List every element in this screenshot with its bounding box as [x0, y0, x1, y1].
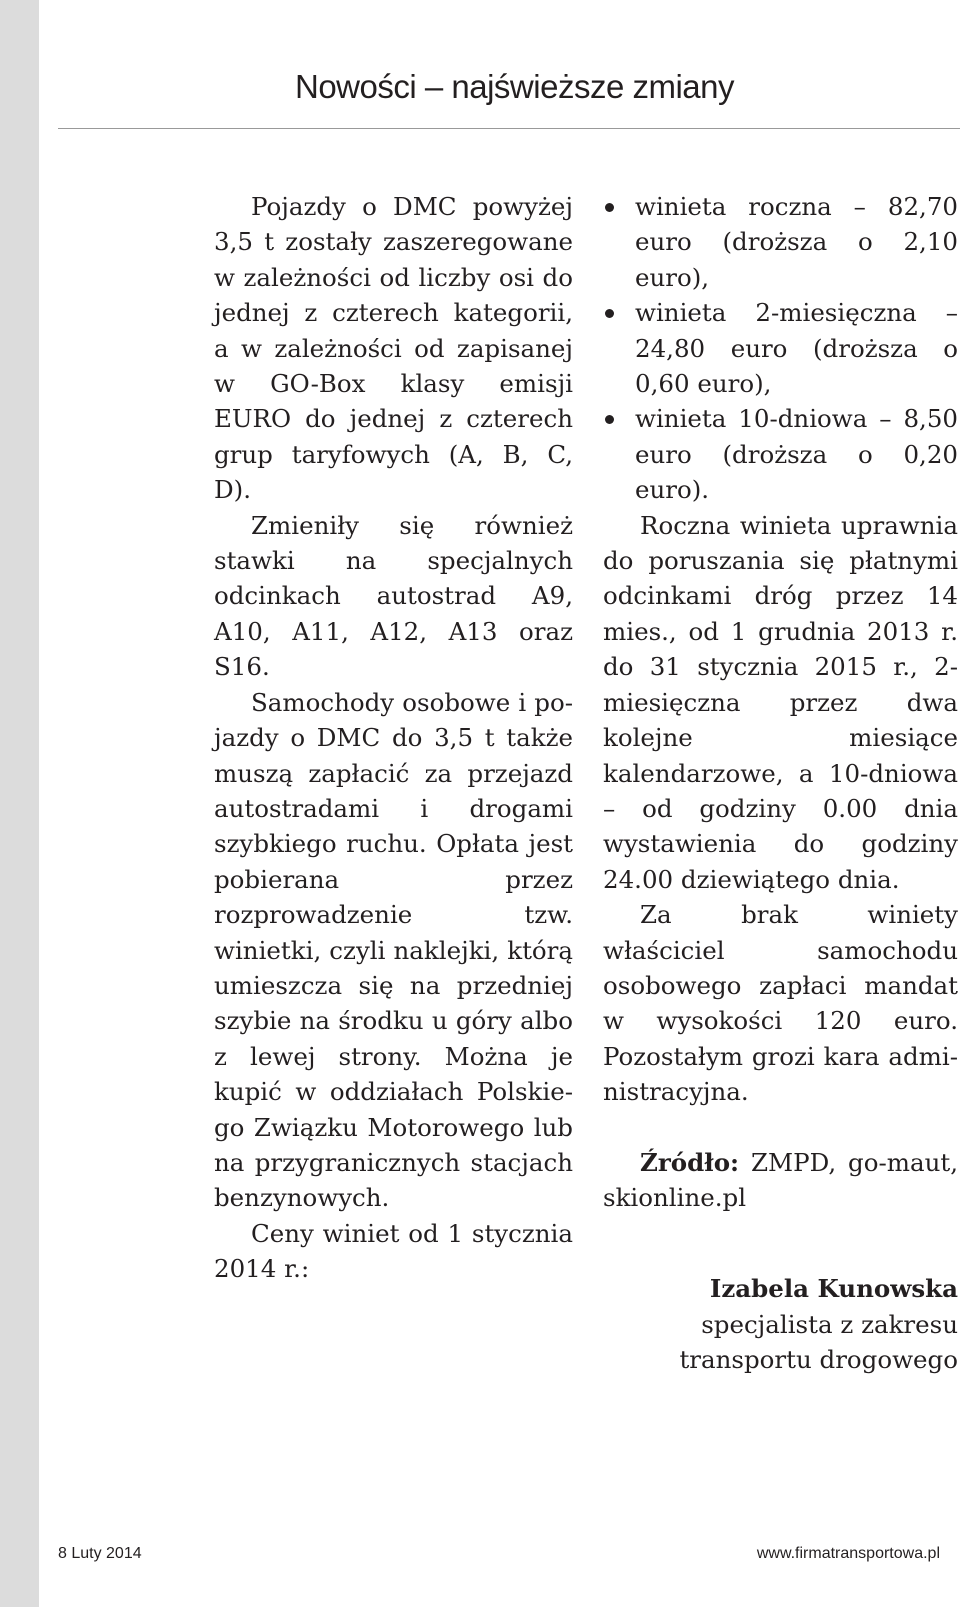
page-number-date: 8 Luty 2014 — [58, 1545, 142, 1562]
section-title: Nowości – najświeższe zmiany — [295, 68, 734, 105]
list-item: winieta 2-miesięczna – 24,80 euro (droższa o 0,60 euro), — [603, 295, 958, 401]
author-name: Izabela Kunowska — [709, 1274, 958, 1304]
list-item: winieta 10-dniowa – 8,50 euro (droższa o 0,20 euro). — [603, 401, 958, 507]
author-role-line2: transportu drogowego — [679, 1345, 958, 1375]
paragraph-special-sections: Zmieniły się również stawki na specjalnych odcinkach autostrad A9, A10, A11, A12, A13 oraz S16. — [214, 510, 573, 682]
paragraph-vehicle-categories: Pojazdy o DMC powyżej 3,5 t zostały zaszeregowane w zależności od liczby osi do jednej z czterech kategorii, a w zależności od zapisanej w GO-Box klasy emisji EURO do jednej z czterech grup taryfowych (A, B, C, D). — [214, 192, 573, 505]
author-role: specjalista z zakresu — [701, 1309, 958, 1339]
page-edge-strip — [0, 0, 39, 1607]
bullet-icon — [605, 309, 614, 318]
header-divider — [58, 128, 960, 129]
source-label: Źródło: — [640, 1147, 740, 1177]
paragraph-validity: Roczna winieta uprawnia do poruszania się płatnymi odcinkami dróg przez 14 mies., od 1 grudnia 2013 r. do 31 stycznia 2015 r., 2-miesięczna przez dwa kolejne miesiące kalendarzowe, a 10-dniowa – od godziny 0.00 dnia wystawienia do godziny 24.00 dziewiątego dnia. — [603, 510, 958, 894]
paragraph-vignette-info: Samochody osobowe i pojazdy o DMC do 3,5 t także muszą zapłacić za przejazd autostradami i drogami szybkiego ruchu. Opłata jest pobierana przez rozprowadzenie tzw. winietki, czyli naklejki, którą umieszcza się na przedniej szybie na środku u góry albo z lewej strony. Można je kupić w oddziałach Polskiego Związku Motorowego lub na przygranicznych stacjach benzynowych. — [214, 687, 573, 1213]
source-note — [603, 1145, 958, 1216]
author-block — [603, 1271, 958, 1377]
source-text: ZMPD, go-maut, skionline.pl — [603, 1147, 958, 1212]
list-item: winieta roczna – 82,70 euro (droższa o 2,10 euro), — [603, 189, 958, 295]
bullet-icon — [605, 203, 614, 212]
paragraph-prices-intro: Ceny winiet od 1 stycznia 2014 r.: — [214, 1218, 573, 1284]
left-column — [214, 189, 573, 1287]
vignette-price-list — [603, 189, 958, 508]
paragraph-penalty: Za brak winiety właściciel samochodu osobowego zapłaci mandat w wysokości 120 euro. Pozostałym grozi kara administracyjna. — [603, 900, 958, 1107]
website-url: www.firmatransportowa.pl — [756, 1545, 940, 1562]
right-column — [603, 189, 958, 1378]
bullet-icon — [605, 415, 614, 424]
